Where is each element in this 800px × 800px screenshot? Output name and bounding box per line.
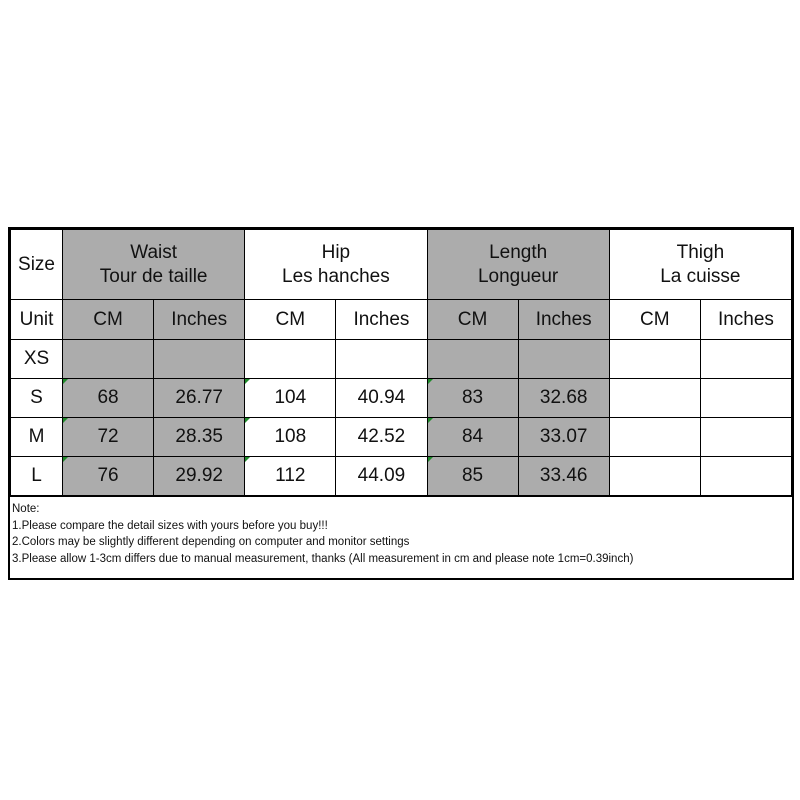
unit-cell: CM [609,300,700,340]
table-cell [245,340,336,379]
hip-label: Hip [321,241,351,263]
table-cell [700,457,791,496]
table-cell [609,418,700,457]
header-row [11,230,792,300]
table-cell: 85 [427,457,518,496]
table-cell: 44.09 [336,457,427,496]
table-cell: 29.92 [154,457,245,496]
notes-title: Note: [12,503,40,515]
unit-label: Unit [11,300,63,340]
table-row [11,379,792,418]
unit-cell: Inches [154,300,245,340]
table-cell: 32.68 [518,379,609,418]
note-line: 1.Please compare the detail sizes with yours before you buy!!! [12,519,328,532]
length-label: Length [489,241,548,263]
notes-section [10,496,792,578]
waist-label: Waist [130,241,178,263]
table-cell [700,418,791,457]
table-cell: 84 [427,418,518,457]
unit-cell: CM [427,300,518,340]
unit-cell: Inches [336,300,427,340]
table-cell [154,340,245,379]
table-cell: 33.07 [518,418,609,457]
table-cell: 40.94 [336,379,427,418]
table-row [11,340,792,379]
length-label-fr: Longueur [477,265,559,287]
table-cell [700,340,791,379]
size-header: Size [11,230,63,300]
table-cell [427,340,518,379]
hip-label-fr: Les hanches [282,265,390,287]
thigh-header [609,230,791,300]
table-cell: 68 [63,379,154,418]
size-cell: L [11,457,63,496]
table-cell [609,379,700,418]
unit-cell: Inches [518,300,609,340]
table-cell [518,340,609,379]
table-row [11,457,792,496]
table-cell: 26.77 [154,379,245,418]
size-table [10,229,792,496]
table-cell: 42.52 [336,418,427,457]
waist-header [63,230,245,300]
table-row [11,418,792,457]
table-cell [63,340,154,379]
table-cell: 33.46 [518,457,609,496]
table-cell [609,457,700,496]
thigh-label-fr: La cuisse [660,265,741,287]
table-cell [336,340,427,379]
table-cell: 104 [245,379,336,418]
waist-label-fr: Tour de taille [99,265,208,287]
unit-cell: Inches [700,300,791,340]
hip-header [245,230,427,300]
length-header [427,230,609,300]
table-cell: 28.35 [154,418,245,457]
table-cell: 72 [63,418,154,457]
size-cell: S [11,379,63,418]
table-cell: 112 [245,457,336,496]
table-cell: 108 [245,418,336,457]
table-cell: 83 [427,379,518,418]
note-line: 3.Please allow 1-3cm differs due to manual measurement, thanks (All measurement in cm and please note 1cm=0.39inch) [12,552,634,565]
thigh-label: Thigh [676,241,725,263]
unit-cell: CM [63,300,154,340]
size-cell: M [11,418,63,457]
note-line: 2.Colors may be slightly different depending on computer and monitor settings [12,536,410,548]
size-chart [8,227,794,580]
unit-cell: CM [245,300,336,340]
table-cell [609,340,700,379]
table-cell: 76 [63,457,154,496]
table-cell [700,379,791,418]
unit-row [11,300,792,340]
size-cell: XS [11,340,63,379]
